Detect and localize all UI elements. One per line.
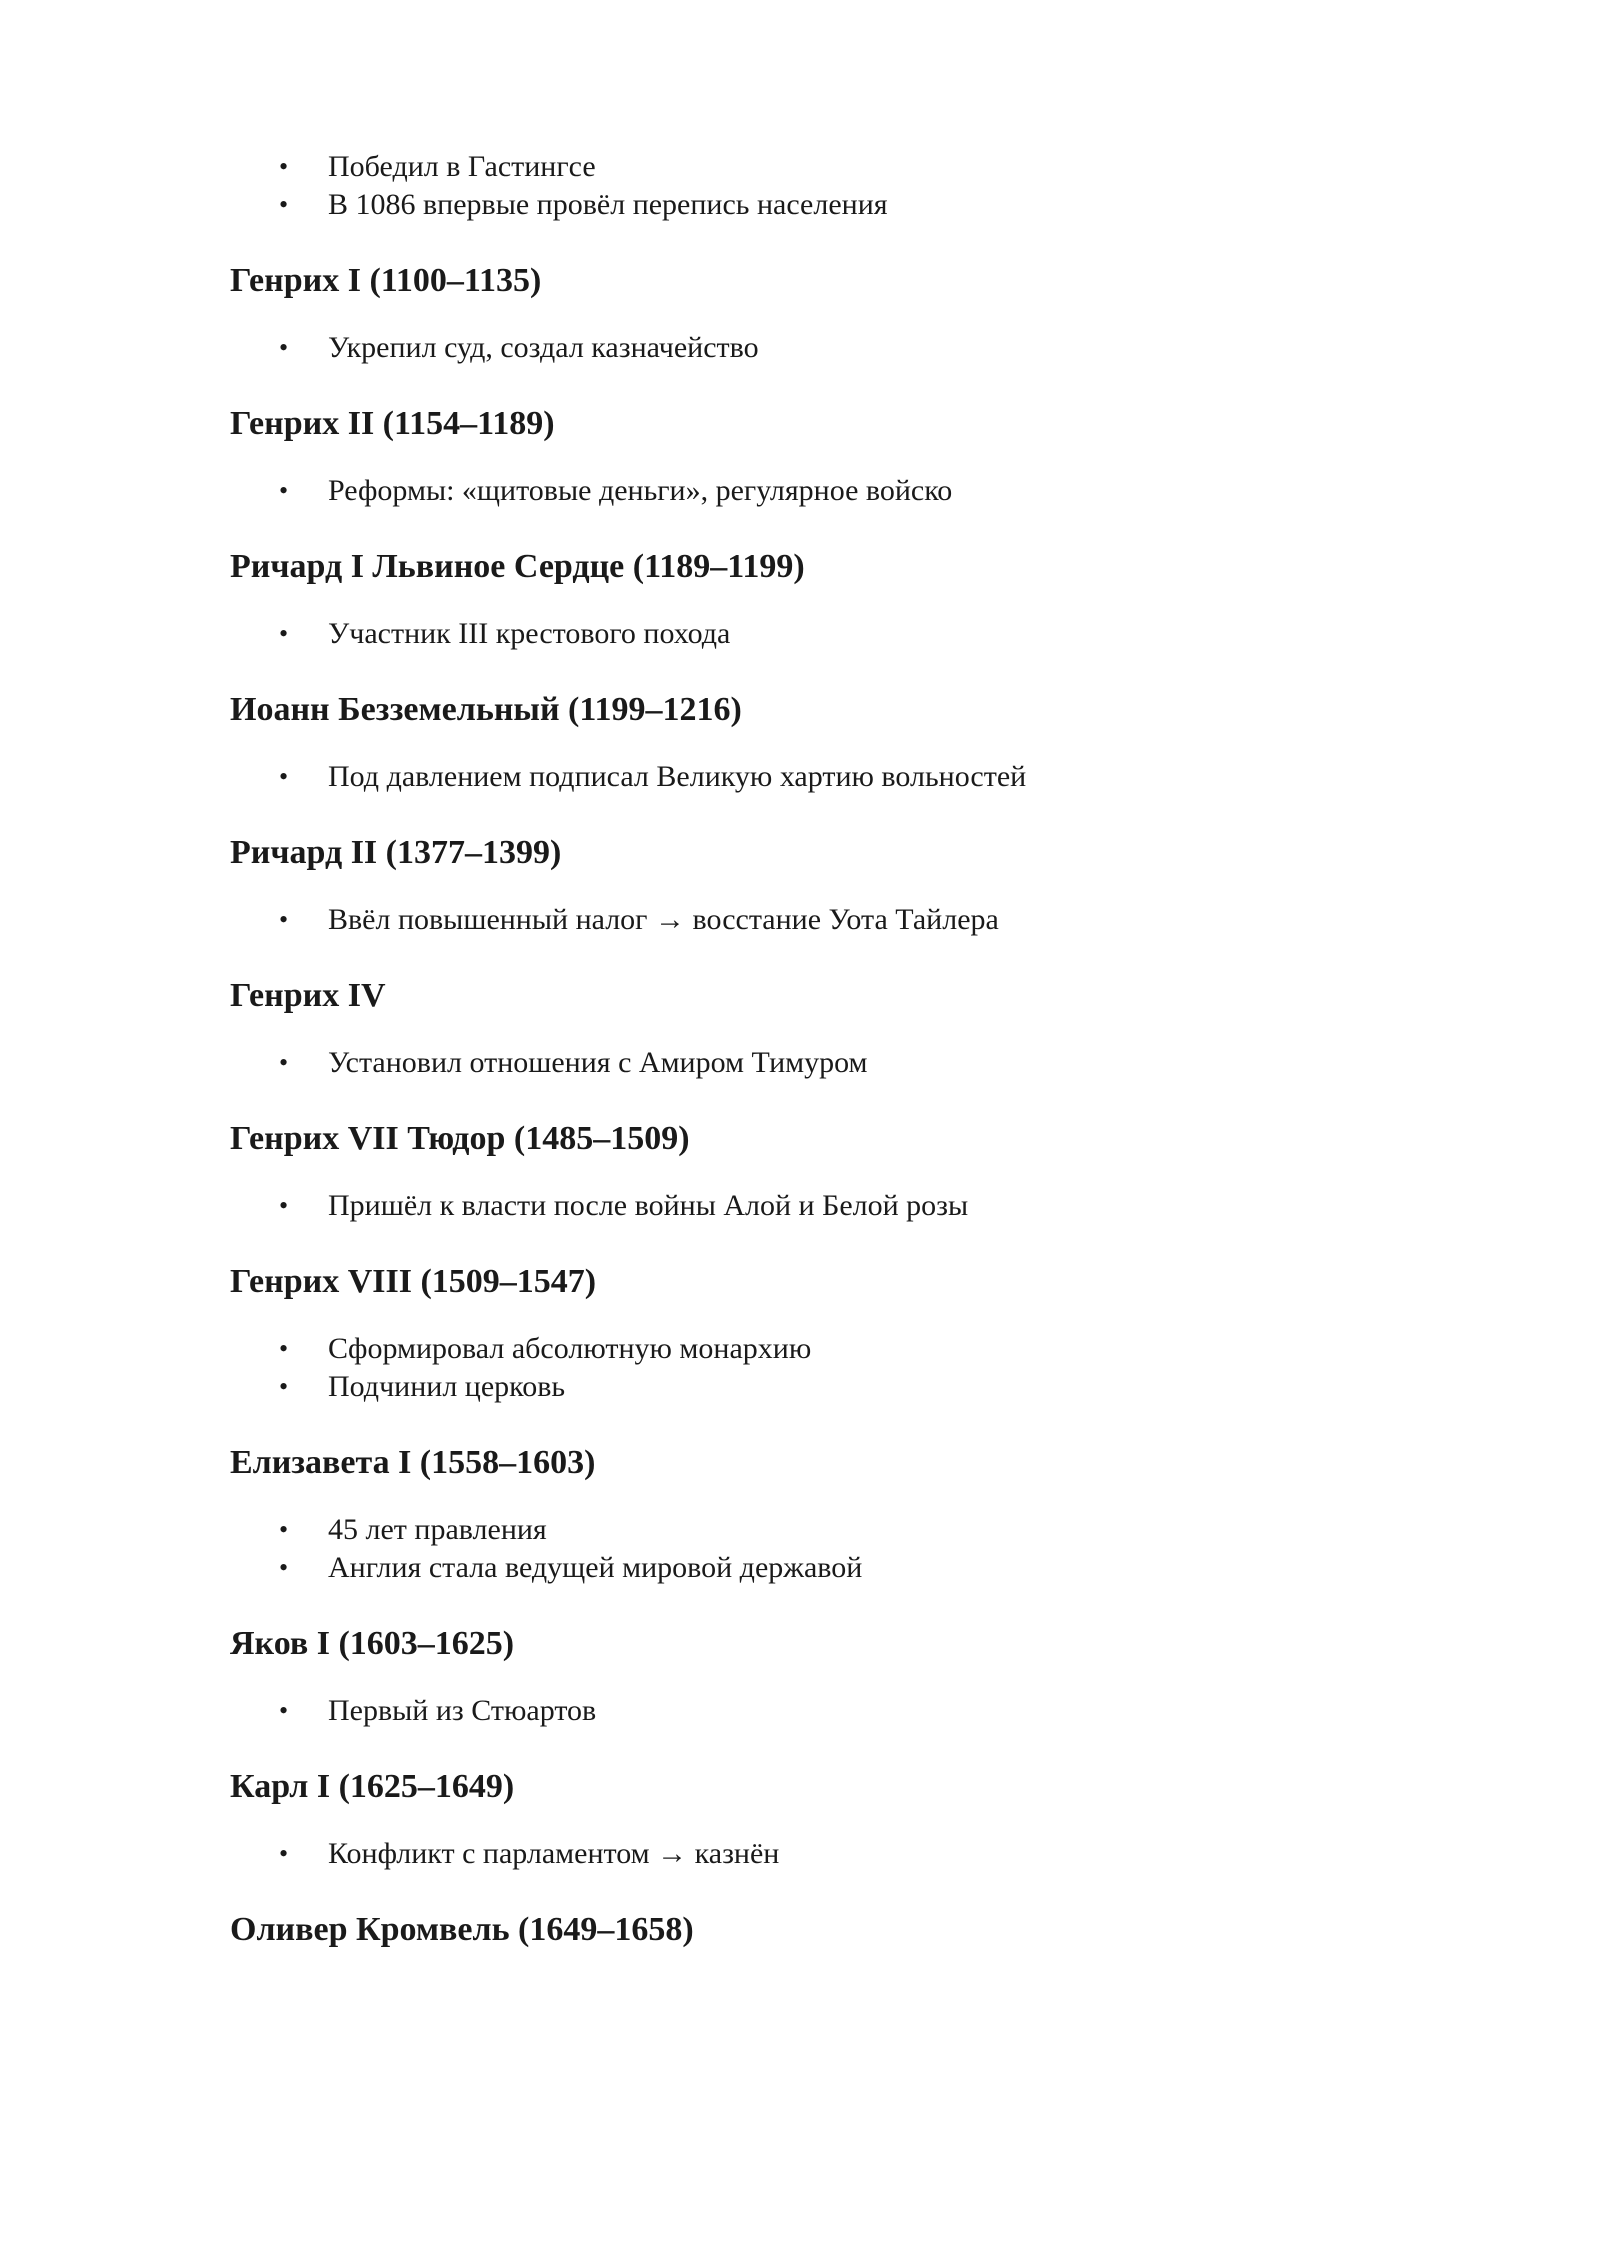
section-charles-i	[230, 1767, 1430, 1873]
section-heading: Генрих VIII (1509–1547)	[230, 1263, 597, 1300]
bullet-icon: •	[279, 1839, 289, 1868]
list-item	[230, 1368, 1430, 1406]
bullet-list	[230, 1835, 1430, 1873]
bullet-list	[230, 615, 1430, 653]
bullet-list	[230, 1187, 1430, 1225]
section-heading: Иоанн Безземельный (1199–1216)	[230, 691, 742, 728]
section-henry-ii	[230, 404, 1430, 510]
list-item-text: Укрепил суд, создал казначейство	[328, 331, 759, 364]
section-elizabeth-i	[230, 1443, 1430, 1587]
list-item-text: Англия стала ведущей мировой державой	[328, 1551, 863, 1584]
section-heading: Генрих IV	[230, 977, 386, 1014]
section-heading: Генрих VII Тюдор (1485–1509)	[230, 1120, 690, 1157]
list-item-text: Пришёл к власти после войны Алой и Белой розы	[328, 1189, 969, 1222]
document-page	[230, 148, 1430, 1978]
list-item-text: Участник III крестового похода	[328, 617, 731, 650]
list-item	[230, 901, 1430, 939]
section-heading: Генрих II (1154–1189)	[230, 405, 555, 442]
list-item	[230, 1044, 1430, 1082]
bullet-list	[230, 1044, 1430, 1082]
list-item	[230, 472, 1430, 510]
bullet-icon: •	[279, 1696, 289, 1725]
list-item	[230, 1549, 1430, 1587]
list-item-text: Победил в Гастингсе	[328, 150, 596, 183]
section-henry-i	[230, 261, 1430, 367]
bullet-icon: •	[279, 152, 289, 181]
list-item-text: Сформировал абсолютную монархию	[328, 1332, 812, 1365]
list-item-text: Установил отношения с Амиром Тимуром	[328, 1046, 868, 1079]
bullet-icon: •	[279, 1334, 289, 1363]
bullet-list	[230, 329, 1430, 367]
list-item-text: Первый из Стюартов	[328, 1694, 597, 1727]
bullet-icon: •	[279, 1191, 289, 1220]
list-item-text: Под давлением подписал Великую хартию вольностей	[328, 760, 1027, 793]
list-item	[230, 758, 1430, 796]
list-item	[230, 1187, 1430, 1225]
intro-bullet-list	[230, 148, 1430, 224]
bullet-icon: •	[279, 1553, 289, 1582]
list-item-text: Подчинил церковь	[328, 1370, 566, 1403]
bullet-list	[230, 1692, 1430, 1730]
section-john-lackland	[230, 690, 1430, 796]
section-richard-i	[230, 547, 1430, 653]
section-richard-ii	[230, 833, 1430, 939]
section-henry-viii	[230, 1262, 1430, 1406]
list-item-text: 45 лет правления	[328, 1513, 547, 1546]
list-item	[230, 1330, 1430, 1368]
section-heading: Елизавета I (1558–1603)	[230, 1444, 596, 1481]
list-item	[230, 329, 1430, 367]
bullet-list	[230, 1330, 1430, 1406]
bullet-icon: •	[279, 1372, 289, 1401]
bullet-icon: •	[279, 1515, 289, 1544]
list-item	[230, 615, 1430, 653]
list-item	[230, 1692, 1430, 1730]
bullet-icon: •	[279, 619, 289, 648]
list-item-text: В 1086 впервые провёл перепись населения	[328, 188, 888, 221]
section-heading: Ричард II (1377–1399)	[230, 834, 562, 871]
bullet-icon: •	[279, 190, 289, 219]
list-item	[230, 1835, 1430, 1873]
list-item	[230, 186, 1430, 224]
list-item	[230, 1511, 1430, 1549]
section-heading: Карл I (1625–1649)	[230, 1768, 515, 1805]
bullet-list	[230, 901, 1430, 939]
list-item-text: Ввёл повышенный налог → восстание Уота Тайлера	[328, 903, 999, 936]
section-heading: Яков I (1603–1625)	[230, 1625, 515, 1662]
section-james-i	[230, 1624, 1430, 1730]
section-oliver-cromwell	[230, 1910, 1430, 1950]
list-item-text: Конфликт с парламентом → казнён	[328, 1837, 780, 1870]
list-item-text: Реформы: «щитовые деньги», регулярное войско	[328, 474, 953, 507]
section-heading: Ричард I Львиное Сердце (1189–1199)	[230, 548, 805, 585]
bullet-icon: •	[279, 333, 289, 362]
section-heading: Генрих I (1100–1135)	[230, 262, 542, 299]
bullet-list	[230, 472, 1430, 510]
bullet-icon: •	[279, 905, 289, 934]
section-henry-vii	[230, 1119, 1430, 1225]
bullet-icon: •	[279, 1048, 289, 1077]
bullet-icon: •	[279, 476, 289, 505]
bullet-list	[230, 1511, 1430, 1587]
section-henry-iv	[230, 976, 1430, 1082]
bullet-icon: •	[279, 762, 289, 791]
section-heading: Оливер Кромвель (1649–1658)	[230, 1911, 694, 1948]
list-item	[230, 148, 1430, 186]
bullet-list	[230, 758, 1430, 796]
